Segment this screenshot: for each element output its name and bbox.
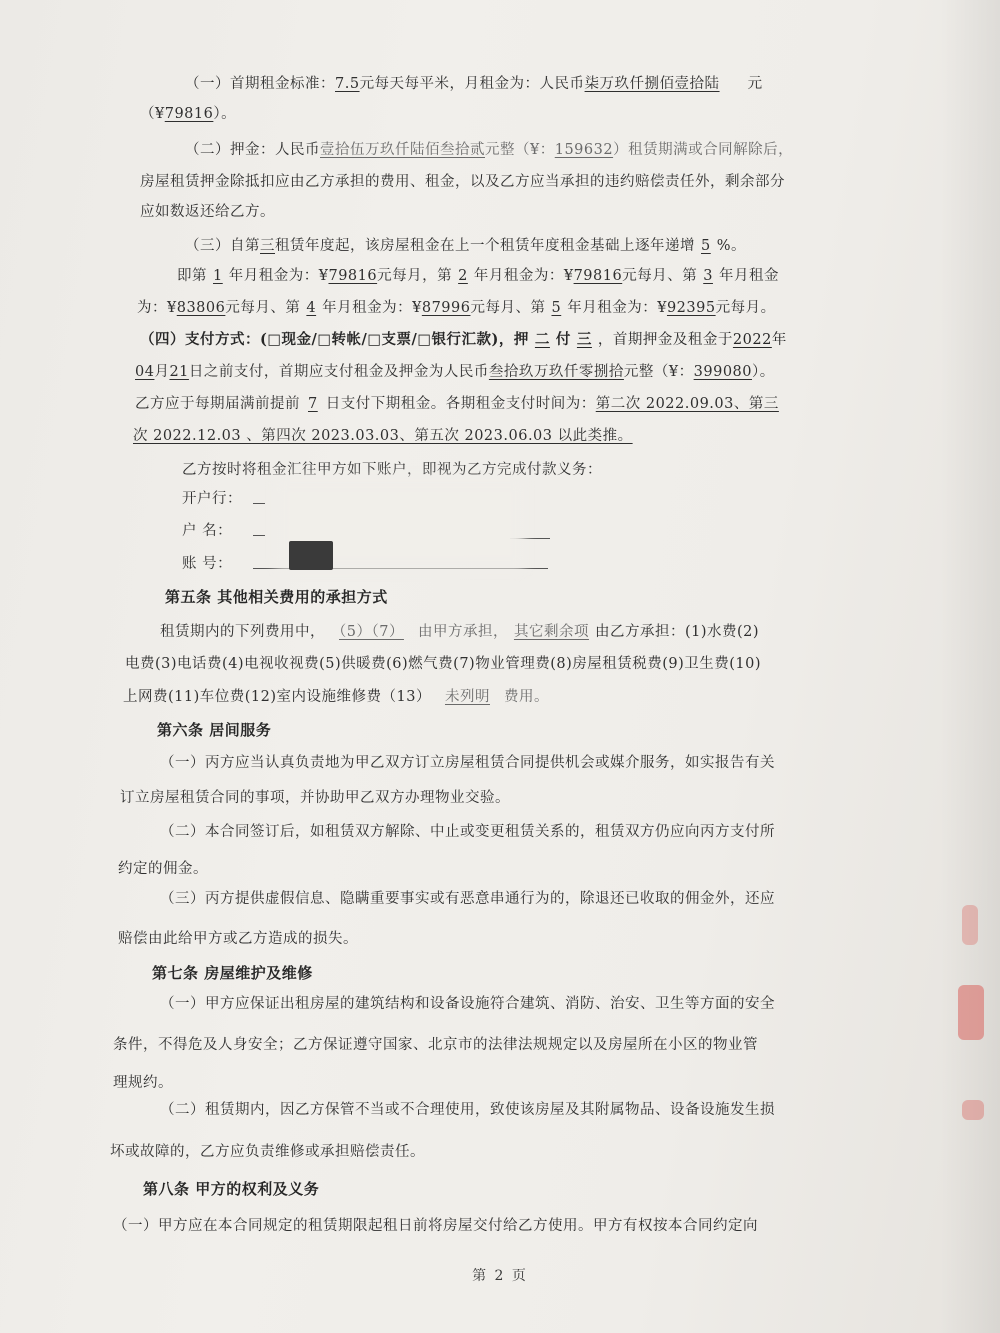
- seal-stamp-fragment: [962, 1100, 984, 1120]
- page-shadow: [940, 0, 1000, 1333]
- article6-title: 第六条 居间服务: [157, 721, 272, 739]
- article8-title: 第八条 甲方的权利及义务: [143, 1180, 320, 1198]
- article6-p3a: （三）丙方提供虚假信息、隐瞒重要事实或有恶意串通行为的，除退还已收取的佣金外，还应: [160, 891, 775, 907]
- account-number-label: 账 号：: [182, 556, 233, 572]
- bank-label: 开户行：: [182, 491, 242, 507]
- monthly-rent-amount: 79816: [164, 106, 214, 122]
- article7-p1c: 理规约。: [113, 1075, 173, 1091]
- article6-p1b: 订立房屋租赁合同的事项，并协助甲乙双方办理物业交验。: [120, 790, 510, 806]
- seal-stamp-fragment: [962, 905, 978, 945]
- rent-standard-line: （一）首期租金标准：7.5元每天每平米，月租金为：人民币柒万玖仟捌佰壹拾陆 元: [185, 76, 763, 92]
- article7-title: 第七条 房屋维护及维修: [152, 964, 313, 982]
- article6-p2b: 约定的佣金。: [118, 861, 208, 877]
- deposit-chinese: 壹拾伍万玖仟陆佰叁拾贰: [320, 142, 485, 158]
- article7-p2b: 坏或故障的，乙方应负责维修或承担赔偿责任。: [110, 1144, 425, 1160]
- deposit-line: （二）押金：人民币壹拾伍万玖仟陆佰叁拾贰元整（¥：159632）租赁期满或合同解除后，: [185, 142, 794, 158]
- monthly-rent-chinese: 柒万玖仟捌佰壹拾陆: [584, 76, 720, 92]
- article6-p1a: （一）丙方应当认真负责地为甲乙双方订立房屋租赁合同提供机会或媒介服务，如实报告有关: [160, 755, 775, 771]
- account-holder-label: 户 名：: [182, 523, 233, 539]
- bank-blank: [253, 503, 265, 504]
- article5-title: 第五条 其他相关费用的承担方式: [165, 588, 388, 606]
- article5-line-1: 租赁期内的下列费用中， （5）（7） 由甲方承担， 其它剩余项 由乙方承担：(1)水费(2): [160, 624, 760, 640]
- yearly-rent-line-2: 为：¥83806元每月、第 4 年月租金为：¥87996元每月、第 5 年月租金为：¥92395元每月。: [137, 300, 776, 316]
- redaction-block: [289, 541, 333, 570]
- article6-p2a: （二）本合同签订后，如租赁双方解除、中止或变更租赁关系的，租赁双方仍应向丙方支付所: [160, 824, 775, 840]
- account-intro: 乙方按时将租金汇往甲方如下账户，即视为乙方完成付款义务：: [182, 462, 602, 478]
- holder-blank: [253, 535, 265, 536]
- article6-p3b: 赔偿由此给甲方或乙方造成的损失。: [118, 931, 358, 947]
- daily-rate: 7.5: [335, 76, 360, 92]
- page-number: 第 2 页: [472, 1268, 528, 1284]
- monthly-rent-amount-line: （¥79816）。: [140, 106, 237, 122]
- article7-p1a: （一）甲方应保证出租房屋的建筑结构和设备设施符合建筑、消防、治安、卫生等方面的安全: [160, 996, 775, 1012]
- article7-p1b: 条件，不得危及人身安全；乙方保证遵守国家、北京市的法律法规规定以及房屋所在小区的物业管: [113, 1037, 758, 1053]
- payment-schedule-line: 乙方应于每期届满前提前 7 日支付下期租金。各期租金支付时间为：第二次 2022.09.03、第三: [135, 396, 779, 412]
- yearly-rent-line-1: 即第 1 年月租金为：¥79816元每月，第 2 年月租金为：¥79816元每月、第 3 年月租金: [177, 268, 779, 284]
- deposit-text-2: 房屋租赁押金除抵扣应由乙方承担的费用、租金，以及乙方应当承担的违约赔偿责任外，剩余部分: [140, 174, 785, 190]
- payment-schedule-line-2: 次 2022.12.03 、第四次 2023.03.03、第五次 2023.06.03 以此类推。: [133, 428, 633, 444]
- payment-method-line: （四）支付方式：(□现金/□转帐/□支票/□银行汇款)，押 二 付 三 ，首期押金及租金于2022年: [140, 331, 787, 348]
- article5-line-3: 上网费(11)车位费(12)室内设施维修费（13） 未列明 费用。: [123, 689, 549, 705]
- seal-stamp-fragment: [958, 985, 984, 1040]
- article7-p2a: （二）租赁期内，因乙方保管不当或不合理使用，致使该房屋及其附属物品、设备设施发生损: [160, 1102, 775, 1118]
- deposit-text-3: 应如数返还给乙方。: [140, 204, 275, 220]
- rent-increase-line: （三）自第三租赁年度起，该房屋租金在上一个租赁年度租金基础上逐年递增 5 %。: [185, 238, 747, 254]
- article5-line-2: 电费(3)电话费(4)电视收视费(5)供暖费(6)燃气费(7)物业管理费(8)房屋租赁税费(9)卫生费(10): [125, 656, 762, 672]
- article8-p1a: （一）甲方应在本合同规定的租赁期限起租日前将房屋交付给乙方使用。甲方有权按本合同约定向: [113, 1218, 758, 1234]
- deposit-amount: 159632: [554, 142, 614, 158]
- first-payment-line: 04月21日之前支付，首期应支付租金及押金为人民币叁拾玖万玖仟零捌拾元整（¥：399080）。: [135, 364, 775, 380]
